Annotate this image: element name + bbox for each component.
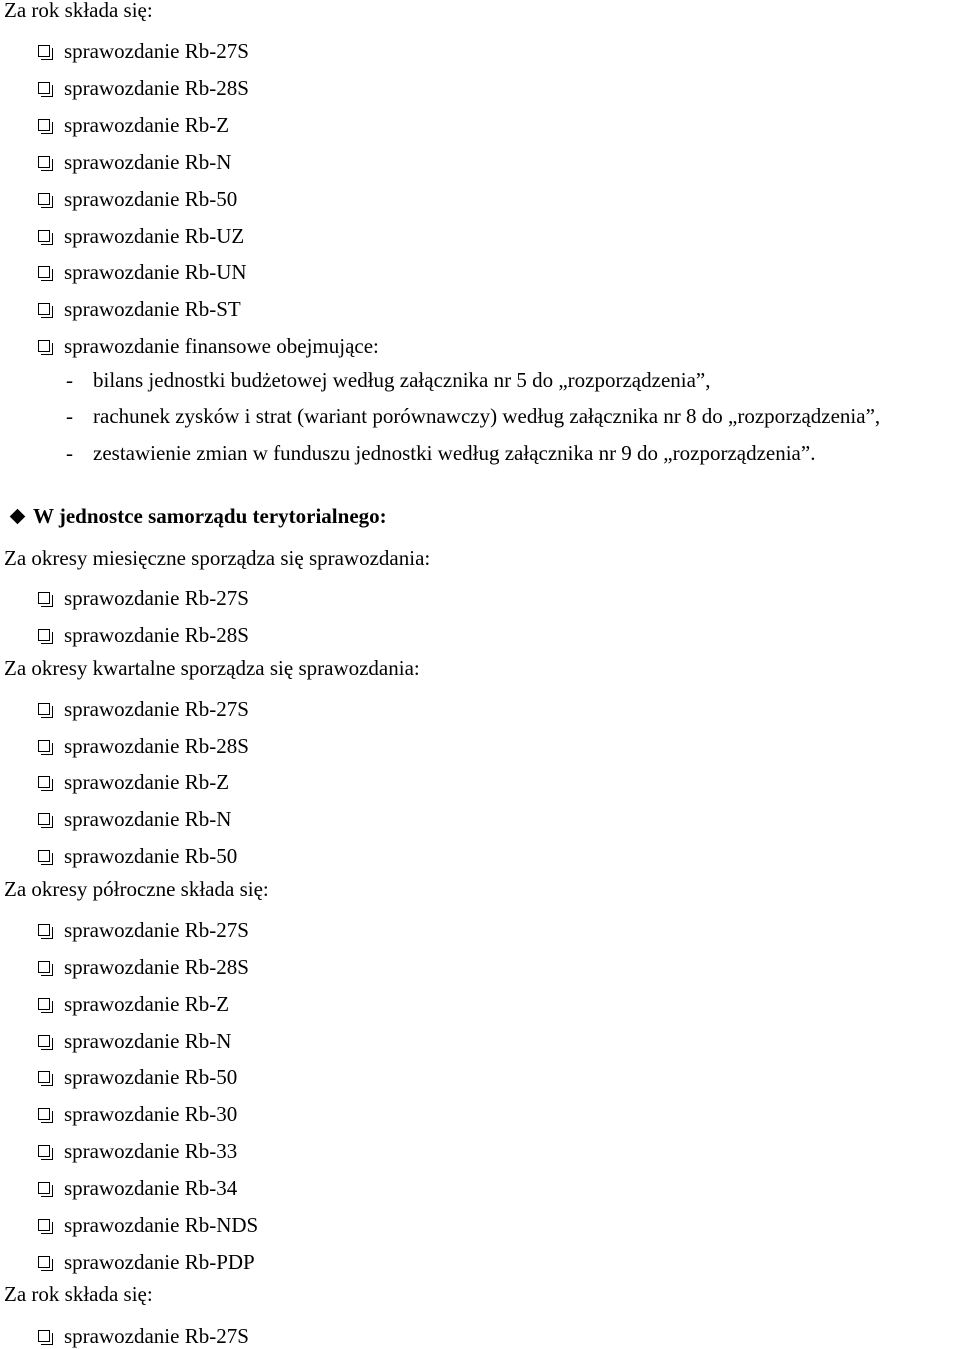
monthly-heading: Za okresy miesięczne sporządza się sprawozdania: xyxy=(4,546,431,570)
checkbox-icon xyxy=(38,629,50,641)
list-item xyxy=(38,734,249,758)
list-item xyxy=(38,1250,255,1274)
checkbox-icon xyxy=(38,1071,50,1083)
checkbox-icon xyxy=(38,1182,50,1194)
checkbox-icon xyxy=(38,998,50,1010)
quarterly-heading: Za okresy kwartalne sporządza się sprawozdania: xyxy=(4,656,420,680)
checkbox-icon xyxy=(38,592,50,604)
list-item-label: sprawozdanie Rb-50 xyxy=(64,1065,238,1089)
checkbox-icon xyxy=(38,193,50,205)
list-item xyxy=(38,39,249,63)
checkbox-icon xyxy=(38,1219,50,1231)
list-item xyxy=(38,1324,249,1348)
list-item xyxy=(38,955,249,979)
list-item-label: sprawozdanie Rb-27S xyxy=(64,697,249,721)
checkbox-icon xyxy=(38,961,50,973)
list-item-label: sprawozdanie Rb-28S xyxy=(64,955,249,979)
list-item-label: sprawozdanie Rb-28S xyxy=(64,734,249,758)
list-item xyxy=(38,224,244,248)
list-item-label: sprawozdanie Rb-33 xyxy=(64,1139,238,1163)
section-title xyxy=(10,504,387,528)
list-item-label: sprawozdanie Rb-27S xyxy=(64,1324,249,1348)
dash-bullet: - xyxy=(66,441,73,465)
list-item-label: sprawozdanie Rb-50 xyxy=(64,187,238,211)
checkbox-icon xyxy=(38,776,50,788)
checkbox-icon xyxy=(38,156,50,168)
list-item-label: sprawozdanie Rb-28S xyxy=(64,76,249,100)
semiannual-heading: Za okresy półroczne składa się: xyxy=(4,877,269,901)
list-item-label: sprawozdanie Rb-Z xyxy=(64,770,230,794)
list-item-label: sprawozdanie Rb-27S xyxy=(64,586,249,610)
list-item xyxy=(38,260,247,284)
checkbox-icon xyxy=(38,82,50,94)
checkbox-icon xyxy=(38,813,50,825)
list-item-label: sprawozdanie Rb-27S xyxy=(64,39,249,63)
list-item xyxy=(38,1029,231,1053)
list-item-label: sprawozdanie Rb-UN xyxy=(64,260,247,284)
list-item xyxy=(38,770,229,794)
list-item xyxy=(38,807,231,831)
checkbox-icon xyxy=(38,703,50,715)
list-item xyxy=(38,1139,237,1163)
list-item xyxy=(38,1213,258,1237)
list-item-label: sprawozdanie Rb-Z xyxy=(64,113,230,137)
list-item xyxy=(38,1065,237,1089)
checkbox-icon xyxy=(38,1035,50,1047)
list-item xyxy=(38,623,249,647)
checkbox-icon xyxy=(38,1256,50,1268)
list-item-label: sprawozdanie Rb-ST xyxy=(64,297,241,321)
diamond-bullet-icon xyxy=(10,509,26,525)
list-item xyxy=(38,844,237,868)
checkbox-icon xyxy=(38,1108,50,1120)
sub-list-item-label: rachunek zysków i strat (wariant porównawczy) według załącznika nr 8 do „rozporządzenia”, xyxy=(93,404,881,428)
list-item-label: sprawozdanie finansowe obejmujące: xyxy=(64,334,379,358)
list-item-label: sprawozdanie Rb-28S xyxy=(64,623,249,647)
list-item-label: sprawozdanie Rb-N xyxy=(64,150,232,174)
dash-bullet: - xyxy=(66,404,73,428)
list-item xyxy=(38,297,241,321)
year-heading: Za rok składa się: xyxy=(4,0,153,22)
list-item xyxy=(38,187,237,211)
list-item xyxy=(38,1102,237,1126)
sub-list-item xyxy=(66,441,815,465)
sub-list-item-label: bilans jednostki budżetowej według załącznika nr 5 do „rozporządzenia”, xyxy=(93,368,711,392)
list-item-label: sprawozdanie Rb-N xyxy=(64,807,232,831)
dash-bullet: - xyxy=(66,368,73,392)
list-item xyxy=(38,697,249,721)
list-item-label: sprawozdanie Rb-UZ xyxy=(64,224,245,248)
section-title-label: W jednostce samorządu terytorialnego: xyxy=(33,504,387,528)
list-item xyxy=(38,76,249,100)
list-item-label: sprawozdanie Rb-50 xyxy=(64,844,238,868)
year-heading: Za rok składa się: xyxy=(4,1282,153,1306)
list-item-label: sprawozdanie Rb-PDP xyxy=(64,1250,255,1274)
list-item-label: sprawozdanie Rb-Z xyxy=(64,992,230,1016)
checkbox-icon xyxy=(38,230,50,242)
checkbox-icon xyxy=(38,45,50,57)
list-item-label: sprawozdanie Rb-30 xyxy=(64,1102,238,1126)
sub-list-item xyxy=(66,368,711,392)
sub-list-item xyxy=(66,404,880,428)
checkbox-icon xyxy=(38,924,50,936)
list-item xyxy=(38,334,379,358)
list-item xyxy=(38,1176,237,1200)
sub-list-item-label: zestawienie zmian w funduszu jednostki według załącznika nr 9 do „rozporządzenia”. xyxy=(93,441,816,465)
list-item xyxy=(38,150,231,174)
list-item xyxy=(38,586,249,610)
list-item xyxy=(38,113,229,137)
checkbox-icon xyxy=(38,119,50,131)
checkbox-icon xyxy=(38,850,50,862)
checkbox-icon xyxy=(38,1330,50,1342)
list-item-label: sprawozdanie Rb-34 xyxy=(64,1176,238,1200)
checkbox-icon xyxy=(38,1145,50,1157)
checkbox-icon xyxy=(38,266,50,278)
list-item-label: sprawozdanie Rb-NDS xyxy=(64,1213,259,1237)
checkbox-icon xyxy=(38,303,50,315)
list-item xyxy=(38,918,249,942)
checkbox-icon xyxy=(38,740,50,752)
checkbox-icon xyxy=(38,340,50,352)
list-item-label: sprawozdanie Rb-27S xyxy=(64,918,249,942)
list-item-label: sprawozdanie Rb-N xyxy=(64,1029,232,1053)
list-item xyxy=(38,992,229,1016)
